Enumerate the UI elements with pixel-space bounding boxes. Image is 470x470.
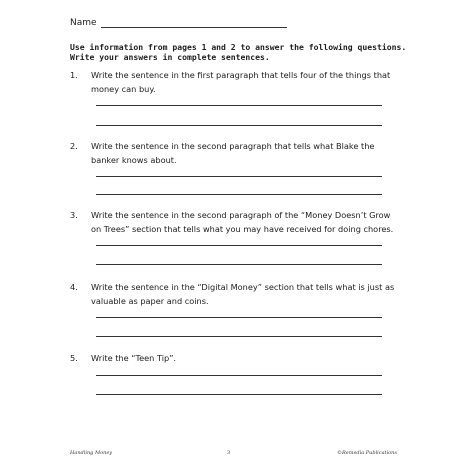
answer-line-5a[interactable] [96, 375, 382, 376]
answer-line-5b[interactable] [96, 394, 382, 395]
footer-publisher: ©Remedia Publications [337, 450, 397, 456]
answer-line-1b[interactable] [96, 125, 382, 126]
question-text: Write the sentence in the second paragraph of the “Money Doesn’t Grow on Trees” section that tells what you may have received for doing chores. [91, 210, 394, 234]
question-text: Write the sentence in the second paragraph that tells what Blake the banker knows about. [91, 141, 375, 165]
page-number: 3 [227, 450, 231, 456]
question-number: 2. [70, 141, 78, 151]
question-number: 4. [70, 282, 78, 292]
question-number: 5. [70, 353, 78, 363]
instructions [70, 42, 407, 62]
question-text: Write the sentence in the first paragraph that tells four of the things that money can buy. [91, 70, 391, 94]
answer-line-1a[interactable] [96, 105, 382, 106]
question-text: Write the sentence in the “Digital Money” section that tells what is just as valuable as paper and coins. [91, 282, 395, 306]
instructions-line-2: Write your answers in complete sentences. [70, 52, 270, 62]
answer-line-3a[interactable] [96, 245, 382, 246]
name-answer-line[interactable] [101, 18, 287, 28]
instructions-line-1: Use information from pages 1 and 2 to answer the following questions. [70, 42, 407, 52]
name-row [70, 18, 287, 28]
question-text: Write the “Teen Tip”. [91, 353, 177, 363]
answer-line-4b[interactable] [96, 336, 382, 337]
question-number: 1. [70, 70, 78, 80]
name-label: Name [70, 18, 97, 28]
question-number: 3. [70, 210, 78, 220]
answer-line-2b[interactable] [96, 194, 382, 195]
answer-line-2a[interactable] [96, 176, 382, 177]
answer-line-4a[interactable] [96, 317, 382, 318]
footer-title: Handling Money [70, 450, 113, 456]
answer-line-3b[interactable] [96, 264, 382, 265]
